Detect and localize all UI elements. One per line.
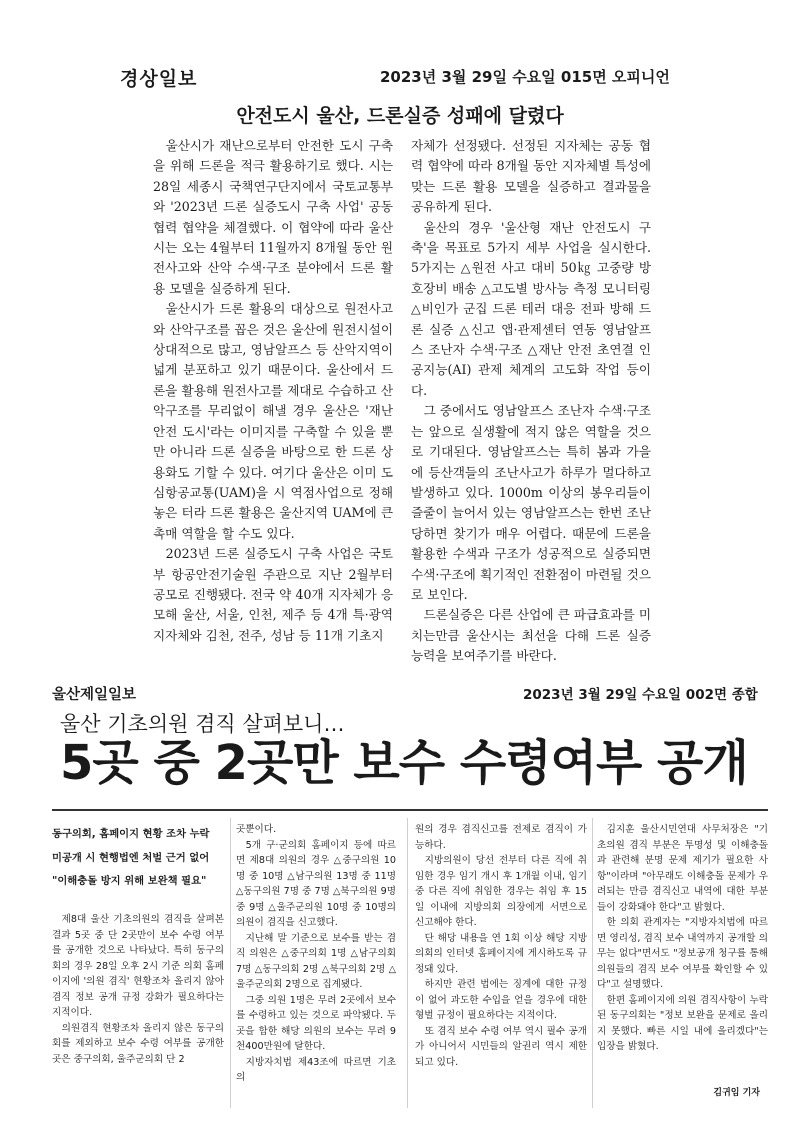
paragraph: 5개 구·군의회 홈페이지 등에 따르면 제8대 의원의 경우 △중구의원 10명 중 10명 △남구의원 13명 중 11명 △동구의원 7명 중 7명 △북구의원 9명 중 9명 △울주군의원 10명 중 10명의 의원이 겸직을 신고했다. <box>236 839 396 928</box>
paragraph: 하지만 관련 법에는 징계에 대한 규정이 없어 과도한 수입을 얻을 경우에 대한 형벌 규정이 필요하다는 지적이다. <box>415 979 587 1021</box>
article2-byline: 김귀임 기자 <box>713 1088 760 1098</box>
article2-column-1 <box>52 912 224 1067</box>
publication-logo-gyeongsang: 경상일보 <box>120 68 198 90</box>
paragraph: 그중 의원 1명은 무려 2곳에서 보수를 수령하고 있는 것으로 파악됐다. 두 곳을 합한 해당 의원의 보수는 무려 9천400만원에 달한다. <box>236 994 396 1052</box>
article2-column-3 <box>415 822 587 1070</box>
article2-headline: 5곳 중 2곳만 보수 수령여부 공개 <box>60 735 748 791</box>
paragraph: 원의 경우 겸직신고를 전제로 겸직이 가능하다. <box>415 824 587 851</box>
article1-column-left <box>153 136 393 646</box>
paragraph: 곳뿐이다. <box>236 824 277 835</box>
headline-divider <box>52 809 768 811</box>
subhead: 미공개 시 현행법엔 처벌 근거 없어 <box>52 851 210 864</box>
paragraph: 그 중에서도 영남알프스 조난자 수색·구조는 앞으로 실생활에 적지 않은 역할을 것으로 기대된다. 영남알프스는 특히 봄과 가을에 등산객들의 조난사고가 하루가 멀다하고 발생하고 있다. 1000m 이상의 봉우리들이 즐줄이 늘어서 있는 영남알프스는 한번 조난당하면 찾기가 매우 어렵다. 때문에 드론을 활용한 수색과 구조가 성공적으로 실증되면 수색·구조에 획기적인 전환점이 마련될 것으로 보인다. <box>411 403 651 602</box>
article1-headline: 안전도시 울산, 드론실증 성패에 달렸다 <box>236 105 564 127</box>
article2-column-2 <box>236 822 396 1086</box>
column-divider <box>230 818 231 1108</box>
paragraph: 2023년 드론 실증도시 구축 사업은 국토부 항공안전기술원 주관으로 지난 2월부터 공모로 진행됐다. 전국 약 40개 지자체가 응모해 울산, 서울, 인천, 제주 등 4개 특·광역지자체와 김천, 전주, 성남 등 11개 기초지 <box>153 546 393 643</box>
paragraph: 한편 홈페이지에 의원 겸직사항이 누락된 동구의회는 "정보 보완을 문제로 올리지 못했다. 빠른 시일 내에 올리겠다"는 입장을 밝혔다. <box>597 994 768 1052</box>
article1-column-right <box>411 136 651 667</box>
subhead: 동구의회, 홈페이지 현황 조차 누락 <box>52 828 210 840</box>
paragraph: 또 겸직 보수 수령 여부 역시 필수 공개가 아니어서 시민들의 알권리 역시 제한되고 있다. <box>415 1025 587 1068</box>
paragraph: 의원겸직 현황조차 올리지 않은 동구의회를 제외하고 보수 수령 여부를 공개한 곳은 중구의회, 울주군의회 단 2 <box>52 1022 224 1065</box>
paragraph: 단 해당 내용을 연 1회 이상 해당 지방의회의 인터넷 홈페이지에 게시하도록 규정돼 있다. <box>415 932 587 975</box>
article2-dateline: 2023년 3월 29일 수요일 002면 종합 <box>523 687 758 703</box>
subhead: "이해충돌 방지 위해 보완책 필요" <box>52 875 207 887</box>
article2-subheads <box>52 823 224 894</box>
paragraph: 드론실증은 다른 산업에 큰 파급효과를 미치는만큼 울산시는 최선을 다해 드론 실증 능력을 보여주기를 바란다. <box>411 607 651 664</box>
paragraph: 지방자치법 제43조에 따르면 기초의 <box>236 1056 396 1083</box>
paragraph: 김지훈 울산시민연대 사무처장은 "기초의원 겸직 부분은 투명성 및 이해충돌과 관련해 분명 문제 제기가 필요한 사항"이라며 "아무래도 이해충돌 문제가 우려되는 만큼 겸직신고 내역에 대한 부분들이 강화돼야 한다"고 밝혔다. <box>597 824 768 913</box>
paragraph: 지방의원이 당선 전부터 다른 직에 취임한 경우 임기 개시 후 1개월 이내, 임기 중 다른 직에 취임한 경우는 취임 후 15일 이내에 지방의회 의장에게 서면으로 신고해야 한다. <box>415 855 587 928</box>
paragraph: 한 의회 관계자는 "지방자치법에 따르면 영리성, 겸직 보수 내역까지 공개할 의무는 없다"면서도 "정보공개 청구를 통해 의원들의 겸직 보수 여부를 확인할 수 있다"고 설명했다. <box>597 917 768 990</box>
article1-dateline: 2023년 3월 29일 수요일 015면 오피니언 <box>380 68 670 86</box>
article2-column-4 <box>597 822 768 1055</box>
paragraph: 자체가 선정됐다. 선정된 지자체는 공동 협력 협약에 따라 8개월 동안 지자체별 특성에 맞는 드론 활용 모델을 실증하고 결과물을 공유하게 된다. <box>411 138 651 215</box>
column-divider <box>592 818 593 1108</box>
paragraph: 울산의 경우 '울산형 재난 안전도시 구축'을 목표로 5가지 세부 사업을 실시한다. 5가지는 △원전 사고 대비 50㎏ 고중량 방호장비 배송 △고도별 방사능 측정 모니터링 △비인가 군집 드론 테러 대응 전파 방해 드론 실증 △신고 앱·관제센터 연동 영남알프스 조난자 수색·구조 △재난 안전 초연결 인공지능(AI) 관제 체계의 고도화 작업 등이다. <box>411 219 651 398</box>
paragraph: 지난해 말 기준으로 보수를 받는 겸직 의원은 △중구의회 1명 △남구의회 7명 △동구의회 2명 △북구의회 2명 △울주군의회 2명으로 집계됐다. <box>236 932 396 990</box>
paragraph: 울산시가 재난으로부터 안전한 도시 구축을 위해 드론을 적극 활용하기로 했다. 시는 28일 세종시 국책연구단지에서 국토교통부와 '2023년 드론 실증도시 구축 사업' 공동 협력 협약을 체결했다. 이 협약에 따라 울산시는 오는 4월부터 11월까지 8개월 동안 원전사고와 산악 수색·구조 분야에서 드론 활용 모델을 실증하게 된다. <box>153 138 393 296</box>
paragraph: 제8대 울산 기초의원의 겸직을 살펴본 결과 5곳 중 단 2곳만이 보수 수령 여부를 공개한 것으로 나타났다. 특히 동구의회의 경우 28일 오후 2시 기준 의회 홈페이지에 '의원 겸직' 현황조차 올리지 않아 겸직 정보 공개 규정 강화가 필요하다는 지적이다. <box>52 914 224 1018</box>
publication-logo-ulsan-jeil: 울산제일일보 <box>52 687 137 703</box>
article2-kicker: 울산 기초의원 겸직 살펴보니… <box>60 712 345 736</box>
paragraph: 울산시가 드론 활용의 대상으로 원전사고와 산악구조를 꼽은 것은 울산에 원전시설이 상대적으로 많고, 영남알프스 등 산악지역이 넓게 분포하고 있기 때문이다. 울산에서 드론을 활용해 원전사고를 제대로 수습하고 산악구조를 무리없이 해낼 경우 울산은 '재난 안전 도시'라는 이미지를 구축할 수 있을 뿐만 아니라 드론 실증을 바탕으로 한 드론 상용화도 기할 수 있다. 여기다 울산은 이미 도심항공교통(UAM)을 시 역점사업으로 정해놓은 터라 드론 활용은 울산지역 UAM에 큰 촉매 역할을 할 수도 있다. <box>153 301 393 541</box>
column-divider <box>407 818 408 1108</box>
